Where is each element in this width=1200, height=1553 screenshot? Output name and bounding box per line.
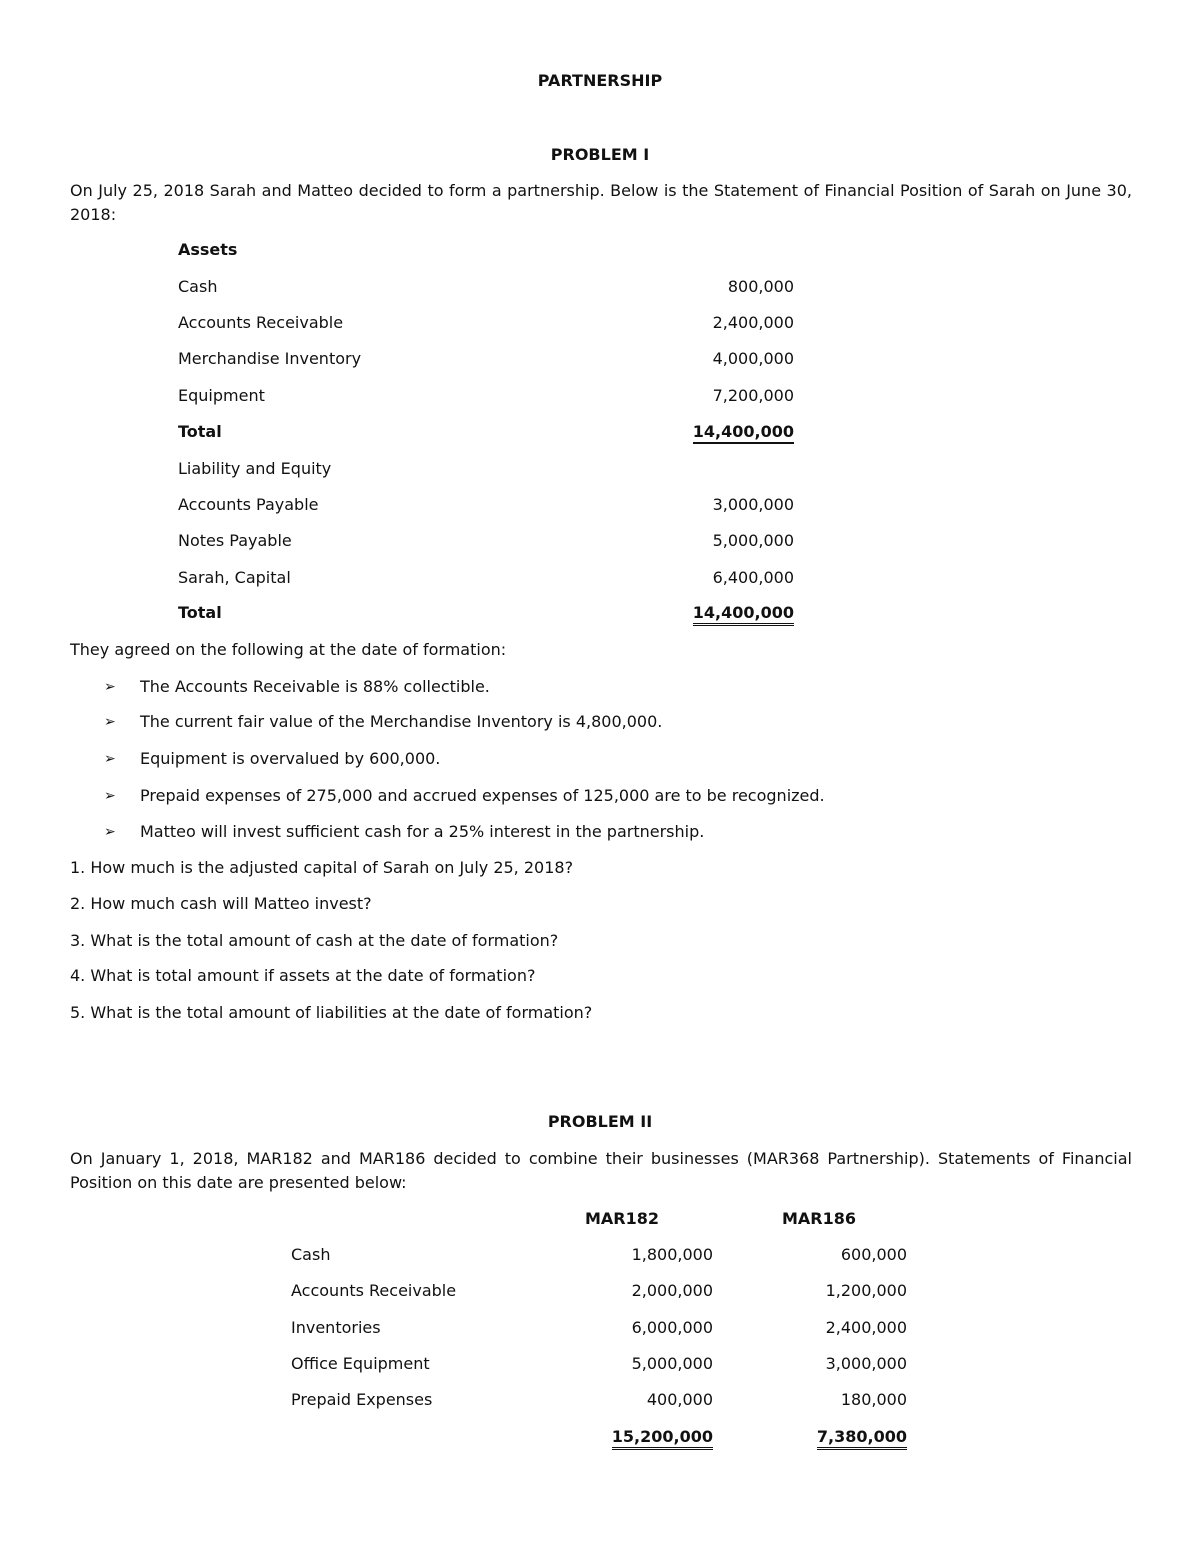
question: 4. What is total amount if assets at the date of formation? <box>70 966 536 985</box>
agreed-intro: They agreed on the following at the date of formation: <box>70 640 507 659</box>
asset-label: Accounts Receivable <box>178 313 344 332</box>
liability-label: Accounts Payable <box>178 495 319 514</box>
row-label: Accounts Receivable <box>291 1281 457 1300</box>
problem-2-intro: On January 1, 2018, MAR182 and MAR186 decided to combine their businesses (MAR368 Partnership). Statements of Financial Position on this date are presented below: <box>70 1149 1132 1192</box>
mar186-value: 2,400,000 <box>825 1318 907 1337</box>
mar182-value: 400,000 <box>646 1390 713 1409</box>
mar186-value: 180,000 <box>840 1390 907 1409</box>
arrow-bullet-icon: ➢ <box>104 788 116 804</box>
agreement-item: The current fair value of the Merchandise Inventory is 4,800,000. <box>140 712 663 731</box>
liability-value: 6,400,000 <box>712 568 794 587</box>
liability-equity-heading: Liability and Equity <box>178 459 332 478</box>
le-total-value: 14,400,000 <box>600 603 794 623</box>
mar186-value: 3,000,000 <box>825 1354 907 1373</box>
asset-value: 2,400,000 <box>712 313 794 332</box>
mar182-value: 2,000,000 <box>631 1281 713 1300</box>
liability-value: 3,000,000 <box>712 495 794 514</box>
arrow-bullet-icon: ➢ <box>104 824 116 840</box>
mar186-total: 7,380,000 <box>760 1427 907 1447</box>
arrow-bullet-icon: ➢ <box>104 679 116 695</box>
asset-label: Merchandise Inventory <box>178 349 362 368</box>
page-title: PARTNERSHIP <box>537 71 663 90</box>
arrow-bullet-icon: ➢ <box>104 714 116 730</box>
mar182-value: 6,000,000 <box>631 1318 713 1337</box>
asset-value: 7,200,000 <box>712 386 794 405</box>
assets-total-value: 14,400,000 <box>600 422 794 442</box>
assets-heading: Assets <box>178 240 238 259</box>
column-header-mar182: MAR182 <box>585 1209 660 1228</box>
column-header-mar186: MAR186 <box>782 1209 857 1228</box>
mar186-value: 600,000 <box>840 1245 907 1264</box>
row-label: Inventories <box>291 1318 381 1337</box>
mar186-value: 1,200,000 <box>825 1281 907 1300</box>
question: 3. What is the total amount of cash at the date of formation? <box>70 931 559 950</box>
row-label: Office Equipment <box>291 1354 430 1373</box>
problem-1-heading: PROBLEM I <box>550 145 650 164</box>
problem-2-heading: PROBLEM II <box>547 1112 653 1131</box>
liability-label: Sarah, Capital <box>178 568 291 587</box>
liability-value: 5,000,000 <box>712 531 794 550</box>
asset-value: 4,000,000 <box>712 349 794 368</box>
agreement-item: Equipment is overvalued by 600,000. <box>140 749 441 768</box>
mar182-total: 15,200,000 <box>560 1427 713 1447</box>
arrow-bullet-icon: ➢ <box>104 751 116 767</box>
row-label: Prepaid Expenses <box>291 1390 433 1409</box>
mar182-value: 5,000,000 <box>631 1354 713 1373</box>
agreement-item: Prepaid expenses of 275,000 and accrued expenses of 125,000 are to be recognized. <box>140 786 825 805</box>
agreement-item: Matteo will invest sufficient cash for a 25% interest in the partnership. <box>140 822 705 841</box>
asset-value: 800,000 <box>727 277 794 296</box>
problem-1-intro: On July 25, 2018 Sarah and Matteo decided to form a partnership. Below is the Statement of Financial Position of Sarah on June 30, 2018: <box>70 181 1132 224</box>
liability-label: Notes Payable <box>178 531 292 550</box>
asset-label: Cash <box>178 277 218 296</box>
question: 1. How much is the adjusted capital of Sarah on July 25, 2018? <box>70 858 574 877</box>
le-total-label: Total <box>178 603 222 622</box>
assets-total-label: Total <box>178 422 222 441</box>
agreement-item: The Accounts Receivable is 88% collectible. <box>140 677 490 696</box>
question: 2. How much cash will Matteo invest? <box>70 894 372 913</box>
asset-label: Equipment <box>178 386 265 405</box>
question: 5. What is the total amount of liabilities at the date of formation? <box>70 1003 593 1022</box>
mar182-value: 1,800,000 <box>631 1245 713 1264</box>
row-label: Cash <box>291 1245 331 1264</box>
